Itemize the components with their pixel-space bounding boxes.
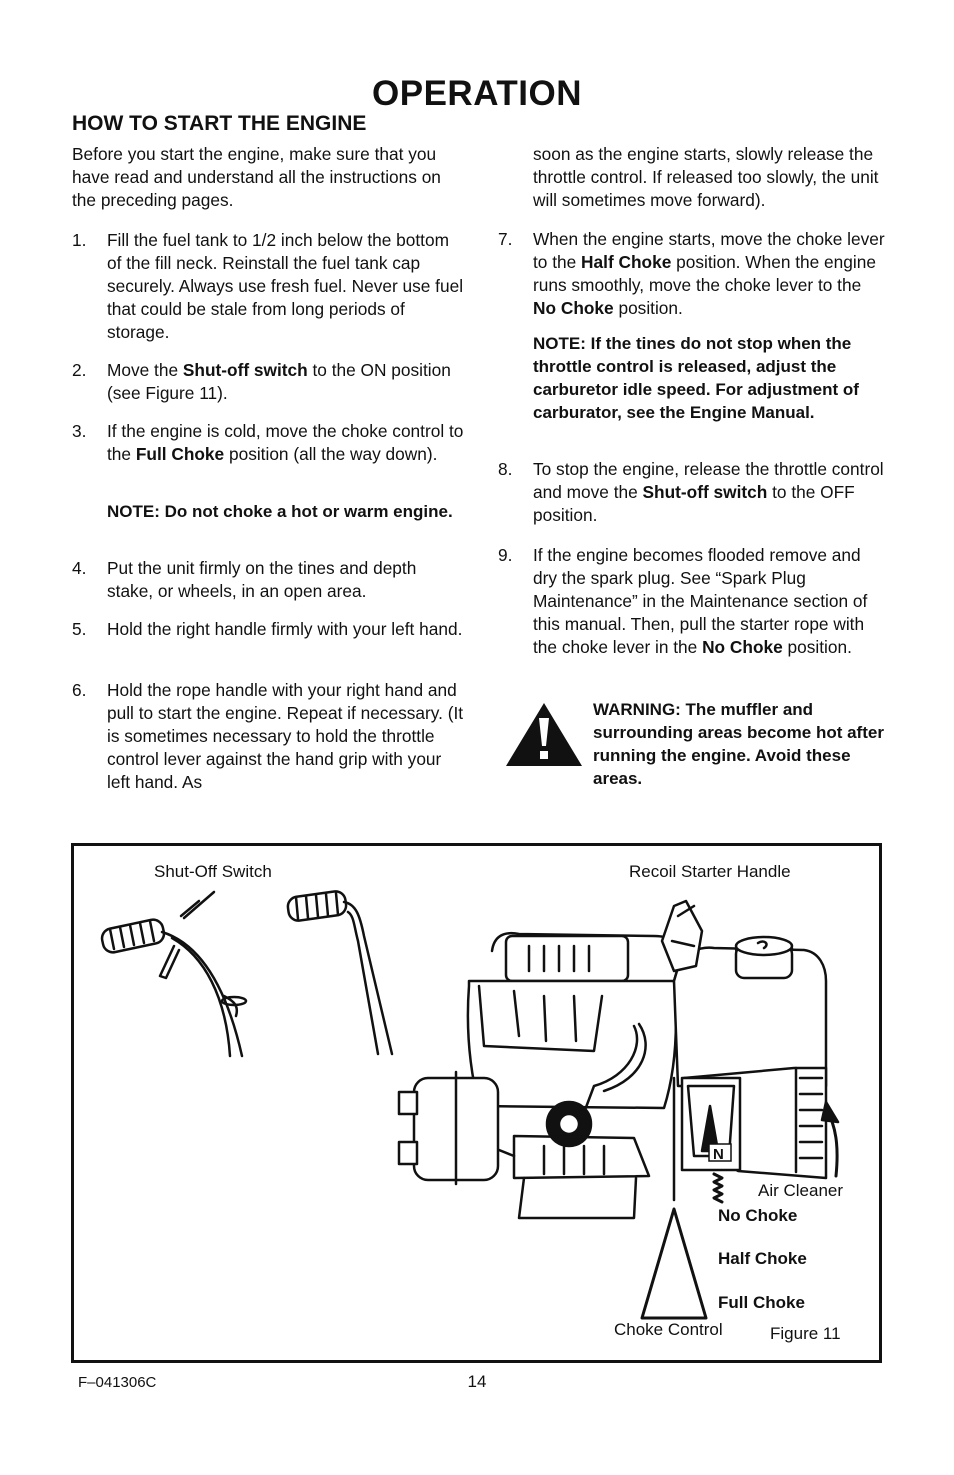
air-cleaner-arrowhead	[822, 1102, 838, 1122]
step-text: If the engine is cold, move the choke control to the Full Choke position (all the way down).	[107, 421, 464, 464]
step-number: 7.	[498, 229, 513, 249]
tiller-illustration	[74, 846, 879, 1360]
warning-block	[503, 698, 888, 790]
label-full-choke: Full Choke	[718, 1293, 805, 1312]
label-half-choke: Half Choke	[718, 1249, 807, 1268]
step-text: Fill the fuel tank to 1/2 inch below the bottom of the fill neck. Reinstall the fuel tank cap securely. Always use fresh fuel. Never use fuel that could be stale from long periods of storage.	[107, 230, 464, 342]
label-recoil-starter: Recoil Starter Handle	[629, 862, 791, 881]
label-choke-control: Choke Control	[614, 1320, 723, 1339]
recoil-starter-handle	[662, 901, 702, 971]
step-number: 4.	[72, 558, 87, 578]
engine-body	[468, 933, 681, 1218]
air-cleaner	[682, 1068, 826, 1178]
step-number: 3.	[72, 421, 87, 441]
section-heading: HOW TO START THE ENGINE	[72, 112, 367, 135]
step-text: Hold the rope handle with your right hand and pull to start the engine. Repeat if necessary. (It is sometimes necessary to hold the throttle control lever against the hand grip with your left hand. As	[107, 680, 464, 792]
muffler	[399, 1072, 498, 1184]
step-text: To stop the engine, release the throttle control and move the Shut-off switch to the OFF position.	[533, 459, 884, 525]
choke-spring	[714, 1174, 722, 1202]
choke-control-triangle	[642, 1209, 706, 1318]
label-no-choke: No Choke	[718, 1206, 798, 1225]
step-text: When the engine starts, move the choke lever to the Half Choke position. When the engine runs smoothly, move the choke lever to the No Choke position.	[533, 229, 885, 318]
intro-paragraph: Before you start the engine, make sure that you have read and understand all the instructions on the preceding pages.	[72, 144, 441, 210]
page-number: 14	[467, 1372, 487, 1391]
step-text: Put the unit firmly on the tines and depth stake, or wheels, in an open area.	[107, 558, 417, 601]
page-title: OPERATION	[372, 74, 582, 113]
warning-text: WARNING: The muffler and surrounding areas become hot after running the engine. Avoid these areas.	[593, 700, 884, 788]
label-air-cleaner: Air Cleaner	[758, 1181, 844, 1200]
step-text: Move the Shut-off switch to the ON position (see Figure 11).	[107, 360, 451, 403]
step-number: 6.	[72, 680, 87, 700]
left-handle-grip	[100, 901, 246, 1056]
step-number: 9.	[498, 545, 513, 565]
warning-triangle-icon	[503, 700, 585, 770]
step-text: Hold the right handle firmly with your left hand.	[107, 619, 463, 639]
document-code: F–041306C	[78, 1374, 157, 1391]
step-number: 5.	[72, 619, 87, 639]
figure-11	[71, 843, 882, 1363]
note-tines: NOTE: If the tines do not stop when the throttle control is released, adjust the carburetor idle speed. For adjustment of carburator, see the Engine Manual.	[533, 334, 859, 422]
step-number: 8.	[498, 459, 513, 479]
figure-caption: Figure 11	[770, 1324, 841, 1343]
right-handle-grip	[287, 890, 392, 1054]
step-number: 1.	[72, 230, 87, 250]
label-shutoff-switch: Shut-Off Switch	[154, 862, 272, 881]
note-hot-engine: NOTE: Do not choke a hot or warm engine.	[107, 502, 453, 521]
step-text: If the engine becomes flooded remove and dry the spark plug. See “Spark Plug Maintenance” in the Maintenance section of this manual. Then, pull the starter rope with the choke lever in the No Choke position.	[533, 545, 868, 657]
step-number: 2.	[72, 360, 87, 380]
shutoff-leader-line	[184, 892, 214, 918]
choke-marker-n: N	[713, 1146, 724, 1163]
step-6-continued: soon as the engine starts, slowly release the throttle control. If released too slowly, the unit will sometimes move forward).	[533, 144, 879, 210]
